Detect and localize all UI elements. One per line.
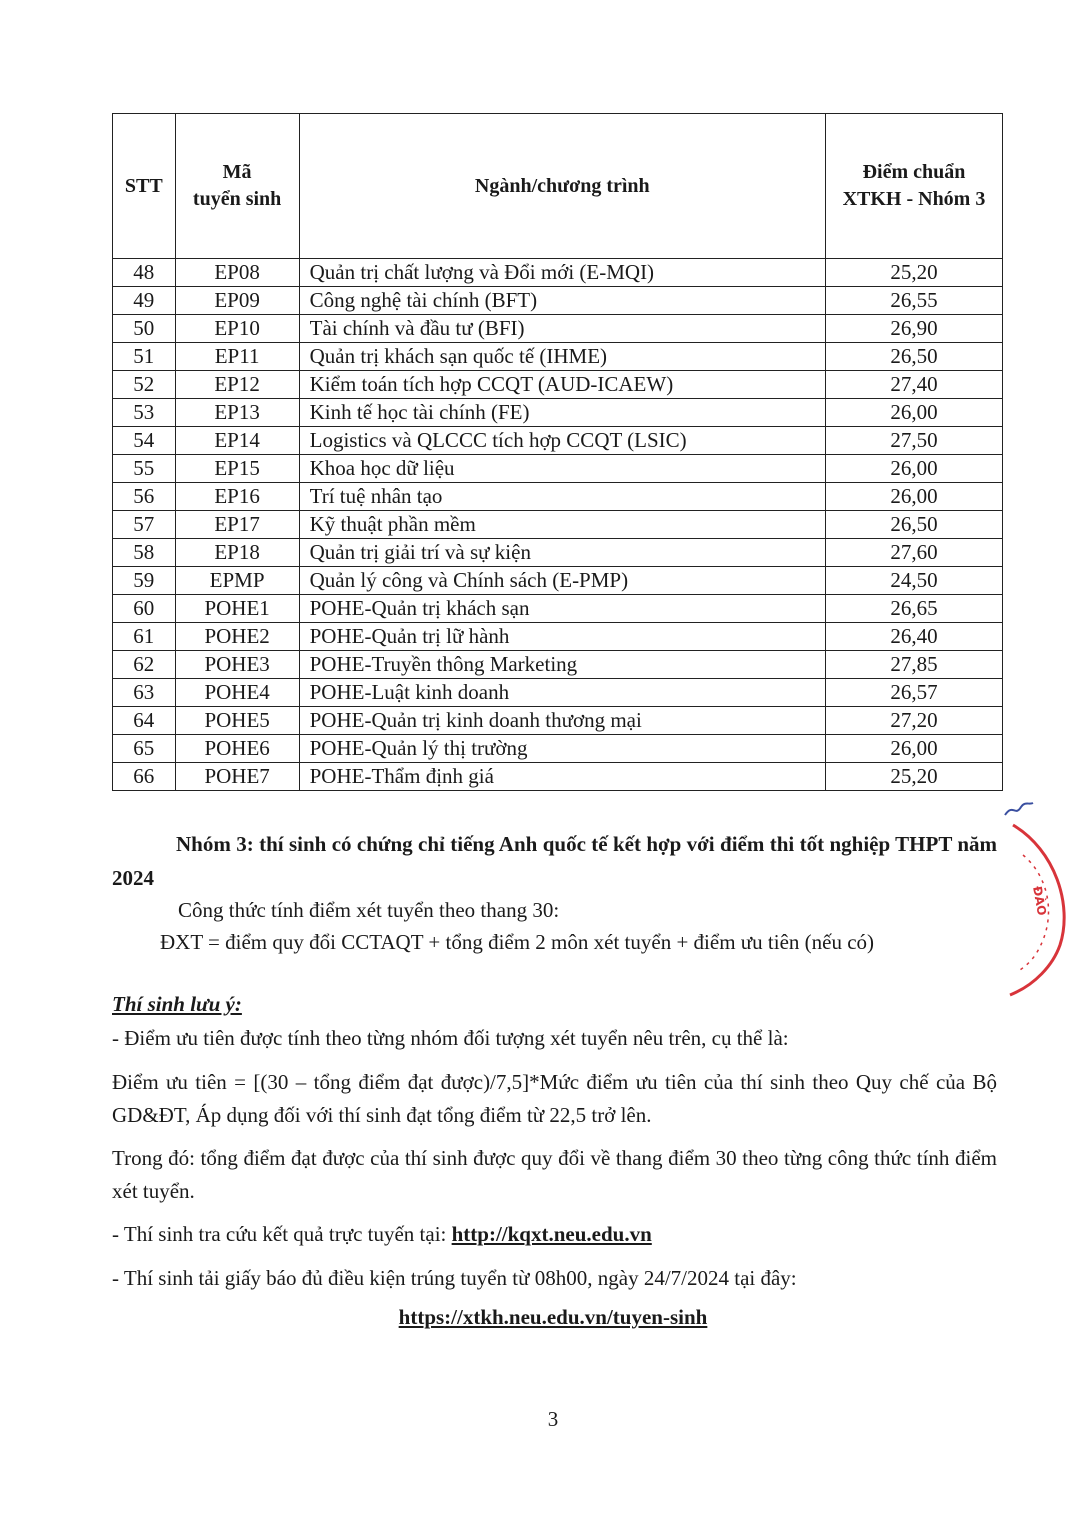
table-row: [113, 763, 1003, 791]
cell-program-name: POHE-Luật kinh doanh: [299, 679, 825, 707]
cell-admission-code: POHE1: [175, 595, 299, 623]
cell-admission-code: EP18: [175, 539, 299, 567]
cell-program-name: Quản trị chất lượng và Đổi mới (E-MQI): [299, 259, 825, 287]
table-row: [113, 539, 1003, 567]
explanation-text: Trong đó: tổng điểm đạt được của thí sinh được quy đổi về thang điểm 30 theo từng công thức tính điểm xét tuyển.: [112, 1146, 997, 1203]
header-admission-code: [175, 114, 299, 259]
cell-program-name: POHE-Quản trị khách sạn: [299, 595, 825, 623]
lookup-line: [112, 1218, 997, 1251]
priority-intro: - Điểm ưu tiên được tính theo từng nhóm đối tượng xét tuyển nêu trên, cụ thể là:: [112, 1026, 789, 1050]
cell-stt: 49: [113, 287, 176, 315]
table-row: [113, 679, 1003, 707]
cell-stt: 55: [113, 455, 176, 483]
cell-program-name: Quản trị khách sạn quốc tế (IHME): [299, 343, 825, 371]
table-row: [113, 287, 1003, 315]
cell-cutoff-score: 26,57: [825, 679, 1002, 707]
cell-stt: 54: [113, 427, 176, 455]
cell-cutoff-score: 27,40: [825, 371, 1002, 399]
table-row: [113, 399, 1003, 427]
cell-cutoff-score: 26,50: [825, 511, 1002, 539]
cell-cutoff-score: 26,00: [825, 399, 1002, 427]
header-code-line1: Mã: [222, 161, 252, 183]
cell-admission-code: POHE3: [175, 651, 299, 679]
cell-cutoff-score: 26,00: [825, 735, 1002, 763]
cell-program-name: Logistics và QLCCC tích hợp CCQT (LSIC): [299, 427, 825, 455]
cell-program-name: POHE-Quản trị lữ hành: [299, 623, 825, 651]
cell-program-name: Công nghệ tài chính (BFT): [299, 287, 825, 315]
cell-admission-code: EP11: [175, 343, 299, 371]
cell-admission-code: EP12: [175, 371, 299, 399]
cell-admission-code: EP15: [175, 455, 299, 483]
header-cutoff-score: [825, 114, 1002, 259]
table-row: [113, 259, 1003, 287]
cell-program-name: Quản trị giải trí và sự kiện: [299, 539, 825, 567]
cell-program-name: POHE-Thẩm định giá: [299, 763, 825, 791]
cell-stt: 65: [113, 735, 176, 763]
lookup-text: - Thí sinh tra cứu kết quả trực tuyến tại:: [112, 1222, 452, 1246]
cell-admission-code: EP17: [175, 511, 299, 539]
cell-cutoff-score: 27,85: [825, 651, 1002, 679]
table-header-row: [113, 114, 1003, 259]
cell-admission-code: EP16: [175, 483, 299, 511]
cell-stt: 53: [113, 399, 176, 427]
table-row: [113, 567, 1003, 595]
table-row: [113, 651, 1003, 679]
cell-cutoff-score: 24,50: [825, 567, 1002, 595]
cell-program-name: POHE-Quản lý thị trường: [299, 735, 825, 763]
cell-admission-code: EP10: [175, 315, 299, 343]
cell-cutoff-score: 26,00: [825, 455, 1002, 483]
cell-program-name: Khoa học dữ liệu: [299, 455, 825, 483]
cell-admission-code: EP08: [175, 259, 299, 287]
signature-mark: [1005, 803, 1033, 815]
cell-stt: 64: [113, 707, 176, 735]
lookup-link[interactable]: http://kqxt.neu.edu.vn: [451, 1222, 652, 1246]
cell-cutoff-score: 26,55: [825, 287, 1002, 315]
table-row: [113, 371, 1003, 399]
cell-cutoff-score: 27,60: [825, 539, 1002, 567]
admission-formula: ĐXT = điểm quy đổi CCTAQT + tổng điểm 2 môn xét tuyển + điểm ưu tiên (nếu có): [160, 930, 875, 954]
cell-admission-code: EP14: [175, 427, 299, 455]
table-body: [113, 259, 1003, 791]
table-row: [113, 455, 1003, 483]
table-row: [113, 707, 1003, 735]
cell-admission-code: POHE6: [175, 735, 299, 763]
cell-program-name: POHE-Quản trị kinh doanh thương mại: [299, 707, 825, 735]
notes-title: Thí sinh lưu ý:: [112, 992, 242, 1016]
cell-program-name: Kinh tế học tài chính (FE): [299, 399, 825, 427]
cell-cutoff-score: 26,65: [825, 595, 1002, 623]
table-row: [113, 315, 1003, 343]
official-seal-stamp: [985, 795, 1070, 1005]
cell-admission-code: EP09: [175, 287, 299, 315]
cell-stt: 52: [113, 371, 176, 399]
cell-stt: 48: [113, 259, 176, 287]
cell-stt: 66: [113, 763, 176, 791]
cell-stt: 58: [113, 539, 176, 567]
cell-admission-code: POHE2: [175, 623, 299, 651]
download-link[interactable]: https://xtkh.neu.edu.vn/tuyen-sinh: [398, 1305, 708, 1329]
header-score-line2: XTKH - Nhóm 3: [842, 188, 986, 210]
cell-stt: 51: [113, 343, 176, 371]
cell-program-name: Quản lý công và Chính sách (E-PMP): [299, 567, 825, 595]
cell-stt: 61: [113, 623, 176, 651]
header-score-line1: Điểm chuẩn: [862, 161, 966, 183]
table-row: [113, 511, 1003, 539]
cell-program-name: Trí tuệ nhân tạo: [299, 483, 825, 511]
cell-cutoff-score: 26,40: [825, 623, 1002, 651]
cell-cutoff-score: 27,20: [825, 707, 1002, 735]
page-number: 3: [547, 1407, 559, 1431]
table-row: [113, 427, 1003, 455]
download-text: - Thí sinh tải giấy báo đủ điều kiện trúng tuyển từ 08h00, ngày 24/7/2024 tại đây:: [112, 1266, 797, 1290]
cell-stt: 62: [113, 651, 176, 679]
cell-program-name: POHE-Truyền thông Marketing: [299, 651, 825, 679]
priority-formula: Điểm ưu tiên = [(30 – tổng điểm đạt được)/7,5]*Mức điểm ưu tiên của thí sinh theo Quy chế của Bộ GD&ĐT, Áp dụng đối với thí sinh đạt tổng điểm từ 22,5 trở lên.: [112, 1070, 997, 1127]
svg-text:ĐÀO: ĐÀO: [1030, 885, 1049, 917]
table-row: [113, 343, 1003, 371]
header-code-line2: tuyển sinh: [192, 188, 282, 210]
cell-program-name: Tài chính và đầu tư (BFI): [299, 315, 825, 343]
header-program: Ngành/chương trình: [299, 114, 825, 259]
cell-admission-code: EP13: [175, 399, 299, 427]
table-row: [113, 595, 1003, 623]
cell-admission-code: EPMP: [175, 567, 299, 595]
admission-scores-table: [112, 113, 1003, 791]
table-row: [113, 735, 1003, 763]
cell-program-name: Kiểm toán tích hợp CCQT (AUD-ICAEW): [299, 371, 825, 399]
cell-stt: 50: [113, 315, 176, 343]
cell-cutoff-score: 27,50: [825, 427, 1002, 455]
cell-cutoff-score: 25,20: [825, 259, 1002, 287]
cell-cutoff-score: 26,00: [825, 483, 1002, 511]
header-stt: STT: [113, 114, 176, 259]
cell-stt: 63: [113, 679, 176, 707]
formula-intro: Công thức tính điểm xét tuyển theo thang 30:: [178, 898, 560, 922]
table-row: [113, 623, 1003, 651]
group3-heading: Nhóm 3: thí sinh có chứng chỉ tiếng Anh quốc tế kết hợp với điểm thi tốt nghiệp THPT năm 2024: [112, 832, 997, 890]
cell-admission-code: POHE7: [175, 763, 299, 791]
cell-admission-code: POHE5: [175, 707, 299, 735]
cell-program-name: Kỹ thuật phần mềm: [299, 511, 825, 539]
cell-cutoff-score: 26,90: [825, 315, 1002, 343]
download-line: [0, 1305, 1070, 1330]
cell-stt: 57: [113, 511, 176, 539]
cell-stt: 60: [113, 595, 176, 623]
cell-cutoff-score: 25,20: [825, 763, 1002, 791]
table-row: [113, 483, 1003, 511]
cell-stt: 56: [113, 483, 176, 511]
cell-admission-code: POHE4: [175, 679, 299, 707]
cell-cutoff-score: 26,50: [825, 343, 1002, 371]
cell-stt: 59: [113, 567, 176, 595]
